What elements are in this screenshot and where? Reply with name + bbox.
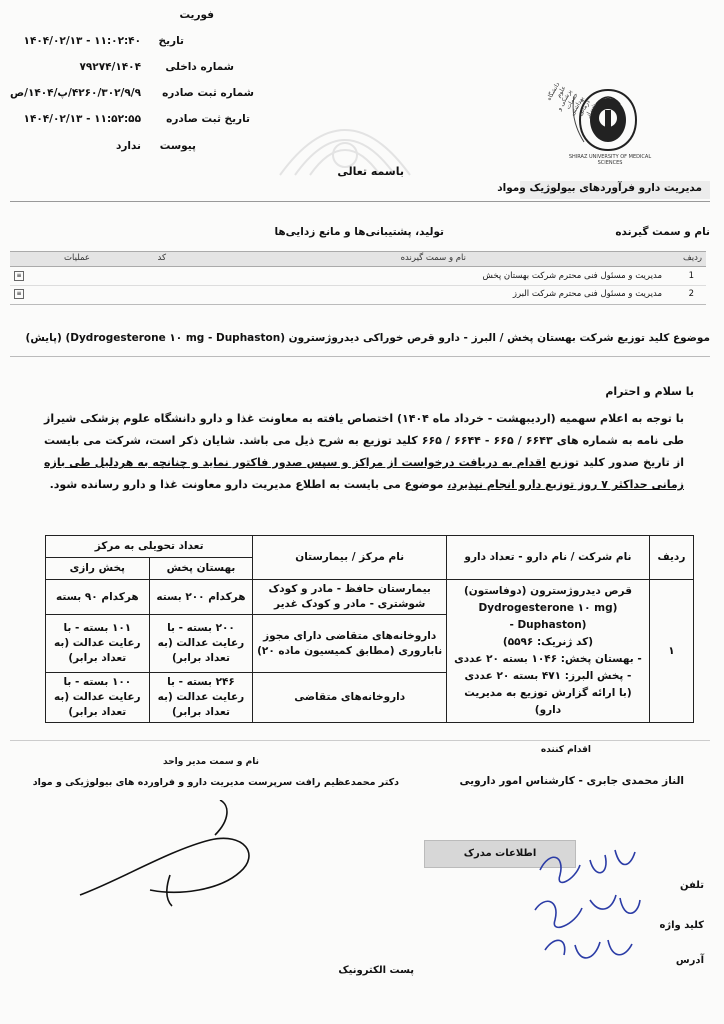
recipients-table [10,251,706,305]
row-name: مدیریت و مسئول فنی محترم شرکت البرز [512,289,662,299]
divider [10,356,710,357]
row-action-icon[interactable]: ≡ [14,271,24,281]
dist-behestan-qty: ۲۴۶ بسته - با رعایت عدالت (به تعداد برابر) [149,673,253,723]
university-logo [545,81,652,170]
recipient-dept: تولید، پشتیبانی‌ها و مانع زدایی‌ها [274,226,444,238]
dist-razi-qty: ۱۰۰ بسته - با رعایت عدالت (به تعداد برابر) [46,673,150,723]
body-part2: موضوع می بایست به اطلاع مدیریت دارو معاونت غذا و دارو رسانده شود. [49,478,444,491]
urgency-label: فوریت [179,9,214,21]
company-line: - بهستان پخش: ۱۰۴۶ بسته ۲۰ عددی [454,653,642,665]
attachment-value: ندارد [115,140,141,152]
dist-col-company: نام شرکت / نام دارو - تعداد دارو [447,536,650,580]
sender-office-bar [10,179,710,202]
email-label: پست الکترونیک [338,965,414,976]
dist-behestan-qty: ۲۰۰ بسته - با رعایت عدالت (به تعداد برابر) [149,615,253,673]
sender-office: مدیریت دارو فرآوردهای بیولوژیک ومواد [497,182,702,194]
company-line: (با ارائه گزارش توزیع به مدیریت دارو) [464,687,632,716]
date-value: ۱۴۰۴/۰۲/۱۳ - ۱۱:۰۲:۴۰ [23,35,141,47]
company-line: Dydrogesterone ۱۰ mg) [478,602,618,614]
divider [10,740,710,741]
action-label: اقدام کننده [540,745,591,755]
subject: موضوع کلید توزیع شرکت بهستان پخش / البرز - دارو قرص خوراکی دیدروژسترون (Dydrogesterone ۱۰ mg - Duphaston) (پایش) [25,332,710,344]
dist-col-qty: تعداد تحویلی به مرکز [46,536,253,558]
body-part1: با توجه به اعلام سهمیه (اردیبهشت - خرداد ماه ۱۴۰۴) اختصاص یافته به معاونت غذا و دارو دانشگاه علوم پزشکی شیراز طی نامه به شماره های ۶۶۴۳ / ۶۶۵ - ۶۶۴۴ / ۶۶۵ کلید توزیع به شرح ذیل می باشد. شایان ذکر است، شرکت می بایست از تاریخ صدور کلید توزیع [44,412,684,469]
table-row [10,286,706,305]
dist-center: داروخانه‌های متقاضی [253,673,447,723]
company-line: - Duphaston) [509,619,587,631]
dist-center: بیمارستان حافظ - مادر و کودک شوشتری - مادر و کودک غدیر [253,580,447,615]
date-label: تاریخ [158,35,184,47]
handwritten-note [520,840,660,980]
phone-label: تلفن [679,880,704,891]
col-row-header: ردیف [682,253,702,263]
reg-date-label: تاریخ ثبت صادره [166,113,250,125]
dist-center: داروخانه‌های متقاضی دارای مجوز ناباروری (مطابق کمیسیون ماده ۲۰) [253,615,447,673]
logo-text-en: SHIRAZ UNIVERSITY OF MEDICAL SCIENCES [568,154,652,166]
dist-col-center: نام مرکز / بیمارستان [253,536,447,580]
internal-no-value: ۷۹۲۷۴/۱۴۰۴ [79,61,141,73]
row-name: مدیریت و مسئول فنی محترم شرکت بهستان پخش [482,271,662,281]
table-row [46,580,694,615]
col-actions-header: عملیات [64,253,90,263]
body-paragraph [44,408,684,496]
unit-manager-name: دکتر محمدعظیم رافت سرپرست مدیریت دارو و فراورده های بیولوژیکی و مواد [32,777,399,788]
dist-row-no: ۱ [649,580,693,723]
col-code-header: کد [157,253,166,263]
company-line: (کد ژنریک: ۵۵۹۶) [502,636,594,648]
company-line: قرص دیدروژسترون (دوفاستون) [463,585,632,597]
invocation: باسمه تعالی [337,165,404,178]
reg-no-label: شماره ثبت صادره [162,87,254,99]
dist-razi-qty: ۱۰۱ بسته - با رعایت عدالت (به تعداد برابر) [46,615,150,673]
unit-manager-label: نام و سمت مدیر واحد [162,757,259,767]
logo-text-fa: دانشگاه علوم پزشکی و خدمات بهداشتی درمانی شیراز [545,81,598,119]
company-line: - پخش البرز: ۴۷۱ بسته ۲۰ عددی [464,670,632,682]
col-name-header: نام و سمت گیرنده [400,253,466,263]
keyword-label: کلید واژه [659,920,704,931]
dist-razi-qty: هرکدام ۹۰ بسته [46,580,150,615]
table-row [10,267,706,286]
internal-no-label: شماره داخلی [165,61,234,73]
row-no: 2 [688,289,694,299]
dist-col-razi: پخش رازی [46,558,150,580]
row-action-icon[interactable]: ≡ [14,289,24,299]
body-underlined: اقدام به دریافت درخواست از مراکز و سپس صدور فاکتور نماید و چنانچه به هردلیل طی بازه زمانی حداکثر ۷ روز توزیع دارو انجام نپذیرد، [44,456,684,491]
recipient-label: نام و سمت گیرنده [615,226,710,238]
dist-behestan-qty: هرکدام ۲۰۰ بسته [149,580,253,615]
dist-col-behestan: بهستان پخش [149,558,253,580]
manager-signature [60,800,270,910]
row-no: 1 [688,271,694,281]
attachment-label: پیوست [159,140,196,152]
dist-company-cell [447,580,650,723]
reg-no-value: ۴۲۶۰/۳۰۲/۹/۹/پ/۱۴۰۴/ص [9,87,141,99]
distribution-table [45,535,694,723]
reg-date-value: ۱۴۰۴/۰۲/۱۳ - ۱۱:۵۲:۵۵ [23,113,141,125]
greeting: با سلام و احترام [605,385,694,398]
action-person: الناز محمدی جابری - کارشناس امور دارویی [459,775,684,787]
address-label: آدرس [675,955,704,966]
dist-col-row: ردیف [649,536,693,580]
doc-info-button[interactable]: اطلاعات مدرک [424,840,576,868]
